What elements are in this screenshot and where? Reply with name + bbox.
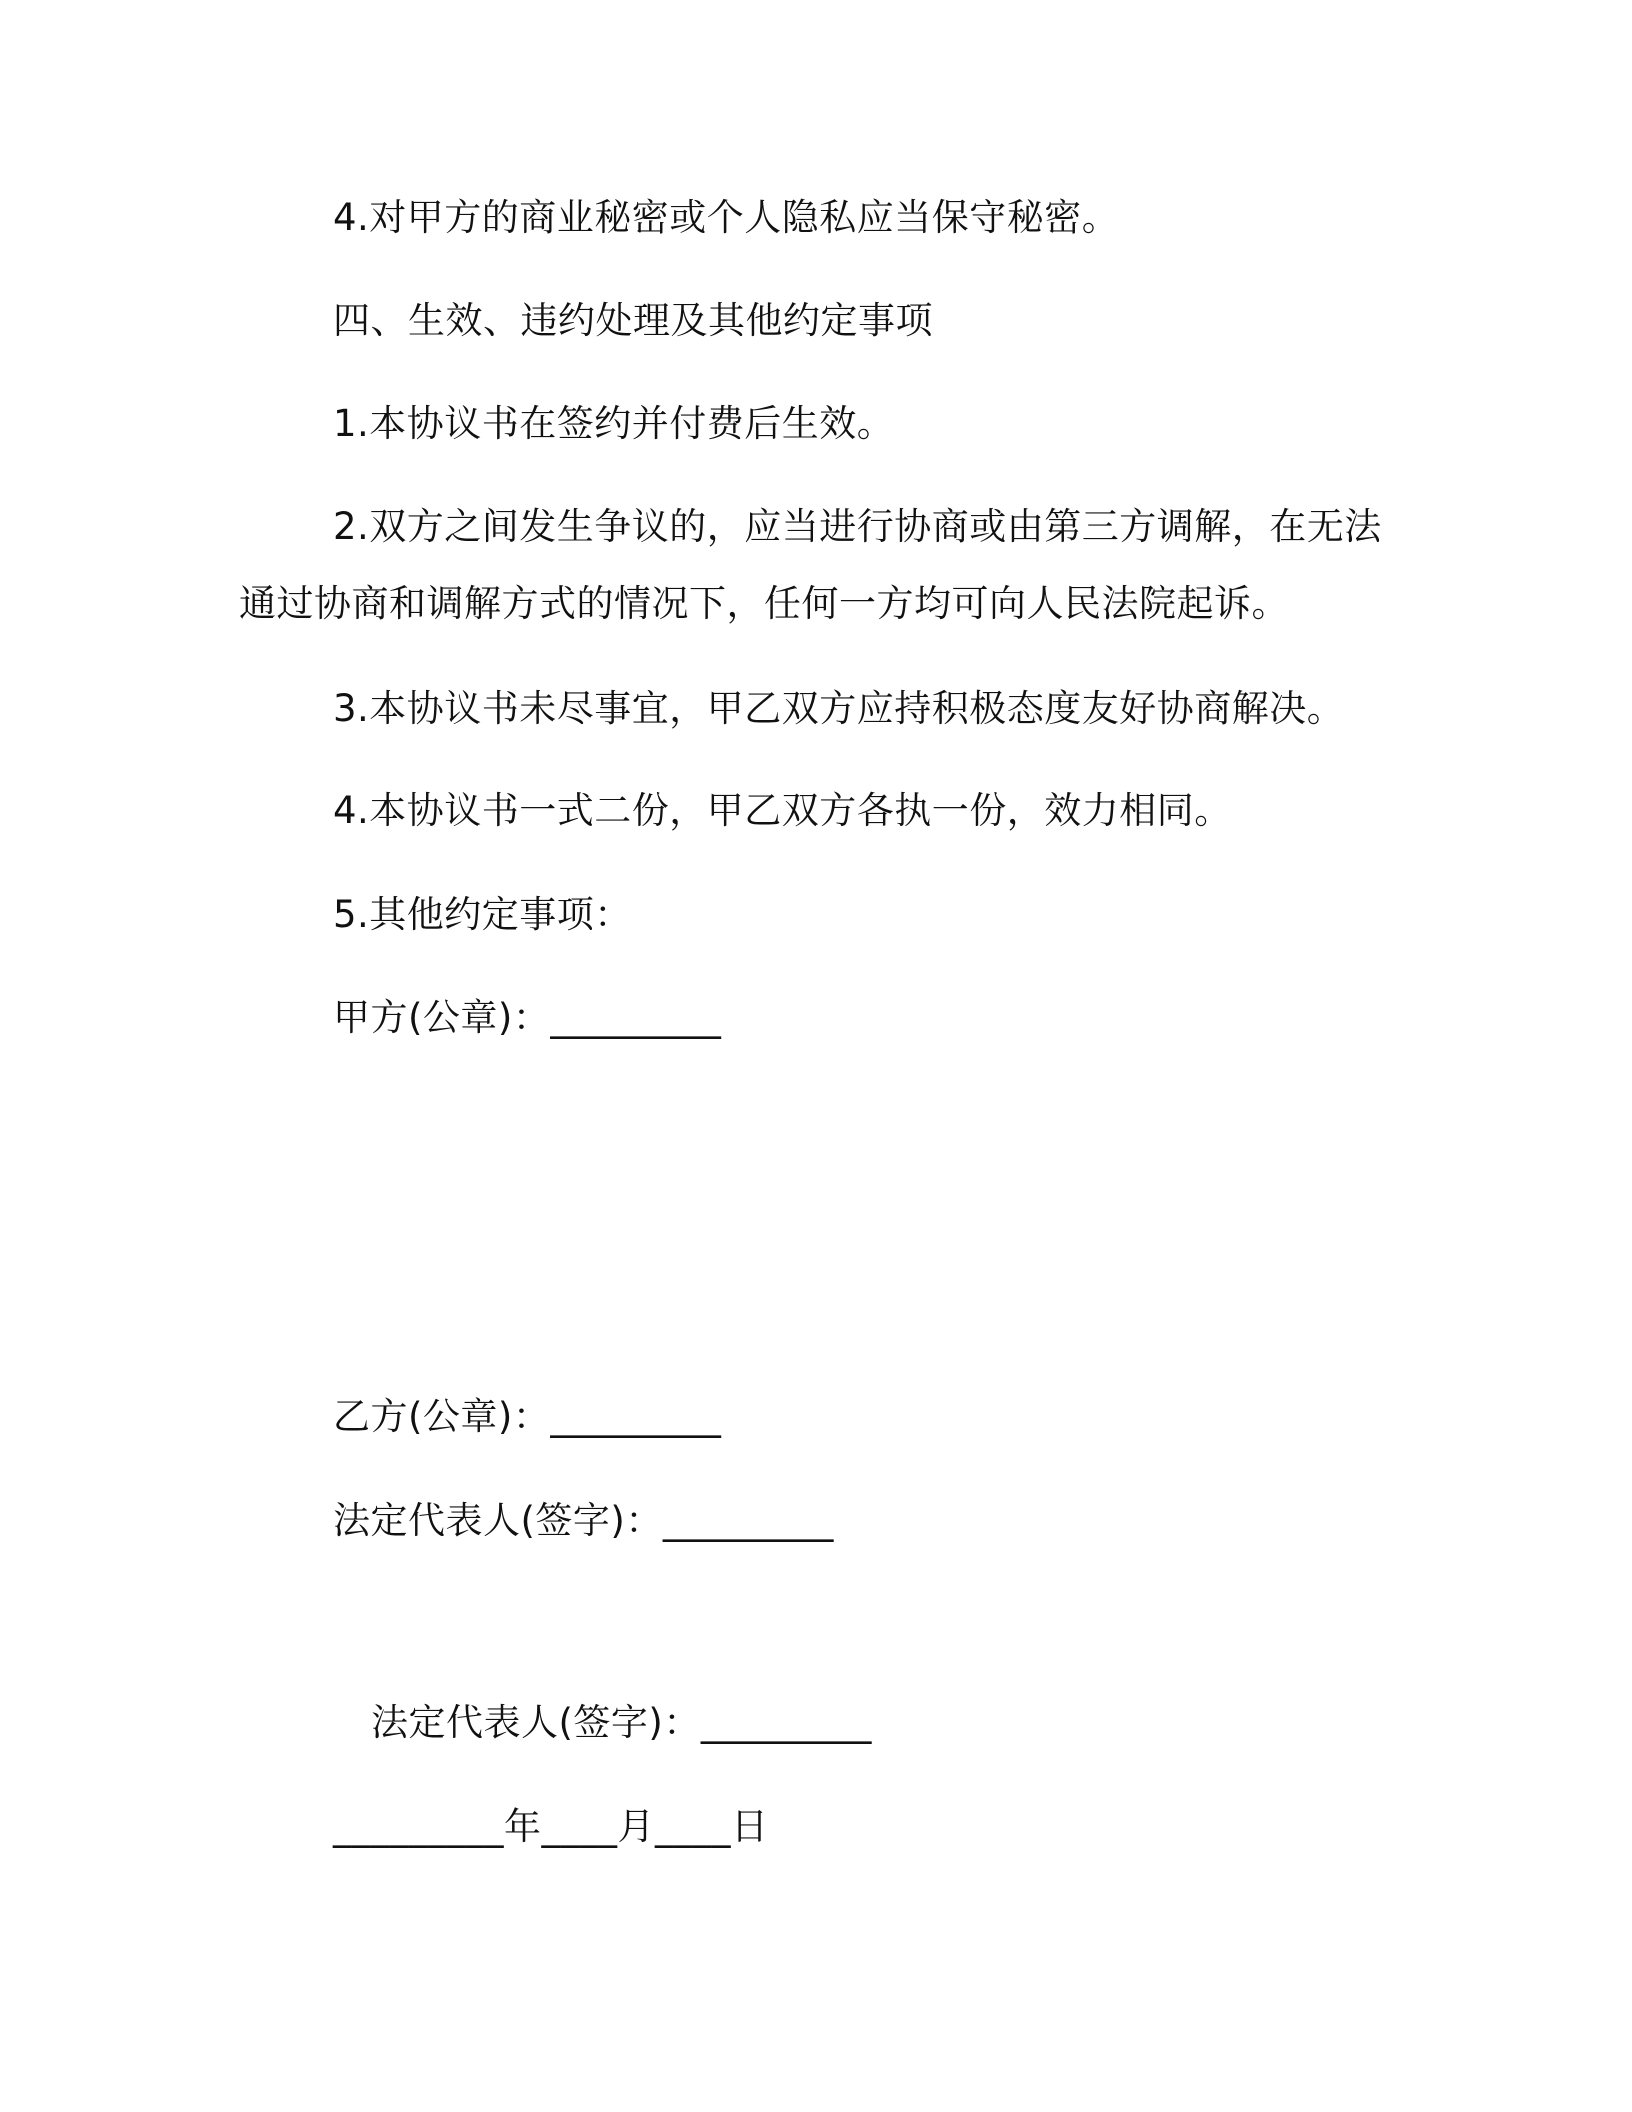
clause-effective: 1.本协议书在签约并付费后生效。 [333, 402, 895, 445]
clause-other-matters: 5.其他约定事项： [333, 893, 632, 936]
clause-copies: 4.本协议书一式二份，甲乙双方各执一份，效力相同。 [333, 789, 1232, 832]
party-b-seal-line: 乙方(公章)：_________ [333, 1395, 722, 1438]
confidentiality-clause: 4.对甲方的商业秘密或个人隐私应当保守秘密。 [333, 196, 1120, 239]
section-four-heading: 四、生效、违约处理及其他约定事项 [333, 299, 933, 342]
legal-representative-signature-line: 法定代表人(签字)：_________ [333, 1499, 834, 1542]
party-a-seal-line: 甲方(公章)：_________ [333, 996, 722, 1039]
clause-dispute-line-2: 通过协商和调解方式的情况下，任何一方均可向人民法院起诉。 [239, 582, 1289, 625]
date-line: _________年____月____日 [333, 1805, 769, 1848]
legal-representative-signature-line-2: 法定代表人(签字)：_________ [371, 1701, 872, 1744]
clause-unresolved-matters: 3.本协议书未尽事宜，甲乙双方应持积极态度友好协商解决。 [333, 687, 1345, 730]
clause-dispute-line-1: 2.双方之间发生争议的，应当进行协商或由第三方调解，在无法 [333, 505, 1382, 548]
